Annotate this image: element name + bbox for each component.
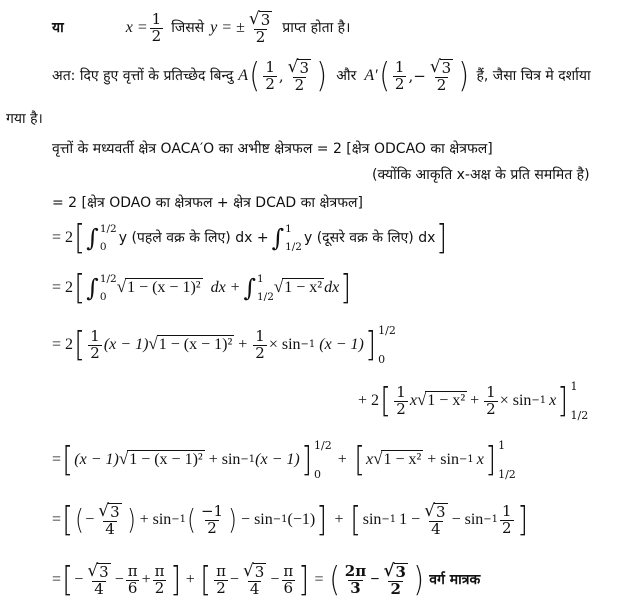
line-8: = 2 [ ∫ 1/2 0 √ 1 − (x − 1)² dx + ∫ 1 1/2 √ 1 − x² dx ] bbox=[52, 268, 352, 308]
x-equals: x = bbox=[125, 19, 148, 36]
line-5: (क्योंकि आकृति x-अक्ष के प्रति सममित है) bbox=[372, 167, 590, 183]
line-10: + 2 [ $\frac{1}{2}$ x √ 1 − x² + $\frac{1}{2}$ × sin −1 x ] 1 1/2 bbox=[358, 380, 589, 422]
final-fraction-2pi-3: $\frac{2\pi}{3}$ bbox=[344, 561, 367, 597]
point-A-prime: A′ bbox=[364, 67, 378, 84]
point-A: A bbox=[238, 67, 249, 84]
line-4: वृत्तों के मध्यवर्ती क्षेत्र OACA′O का अभीष्ट क्षेत्रफल = 2 [क्षेत्र ODCAO का क्षेत्रफल] bbox=[52, 141, 493, 157]
word-jisse: जिससे bbox=[171, 20, 205, 36]
integral-2: ∫ 1 1/2 bbox=[271, 223, 302, 253]
integral-1: ∫ 1/2 0 bbox=[86, 223, 117, 253]
text-prapt: प्राप्त होता है। bbox=[282, 20, 351, 36]
line-2: अत: दिए हुए वृत्तों के प्रतिच्छेद बिन्दु A ( $\frac{1}{2}$ , √ 3 2 ) और A′ ( $\frac{1}{2}$ , − √ 3 2 ) हैं, जैसा चित्र मे दर्शाया bbox=[52, 56, 591, 96]
unit-label: वर्ग मात्रक bbox=[429, 572, 481, 588]
line-13: = [ − √ 3 4 − $\frac{\pi}{6}$ + $\frac{\pi}{2}$ ] + [ $\frac{\pi}{2}$ − √ 3 4 − $\frac{\pi}{6}$ ] = ( $\frac{2\pi}{3}$ − √ 3 2 ) वर्ग मात्रक bbox=[52, 560, 481, 600]
word-ya: या bbox=[52, 20, 64, 36]
line-3: गया है। bbox=[6, 111, 43, 127]
word-aur: और bbox=[336, 68, 357, 84]
final-fraction-root3-2: √ 3 2 bbox=[383, 560, 406, 598]
text-tail: हैं, जैसा चित्र मे दर्शाया bbox=[476, 68, 591, 84]
line-11: = [ (x − 1) √ 1 − (x − 1)² + sin −1 (x − 1) ] 1/2 0 + [ x √ 1 − x² + sin −1 x ] 1 1/2 bbox=[52, 439, 516, 481]
fraction-half: $\frac{1}{2}$ bbox=[151, 9, 162, 45]
intersection-text: अत: दिए हुए वृत्तों के प्रतिच्छेद बिन्दु bbox=[52, 68, 234, 84]
line-6: = 2 [क्षेत्र ODAO का क्षेत्रफल + क्षेत्र DCAD का क्षेत्रफल] bbox=[52, 195, 364, 211]
y-equals: y = ± bbox=[210, 19, 245, 36]
line-7: = 2 [ ∫ 1/2 0 y (पहले वक्र के लिए) dx + ∫ 1 1/2 y (दूसरे वक्र के लिए) dx ] bbox=[52, 218, 448, 258]
line-12: = [ ( − √ 3 4 ) + sin −1 ( $\frac{-1}{2}$ ) − sin −1 (−1) ] + [ sin −1 1 − √ 3 4 − sin −1 $\frac{1}{2}$ ] bbox=[52, 500, 528, 540]
line-9: = 2 [ $\frac{1}{2}$ (x − 1) √ 1 − (x − 1)² + $\frac{1}{2}$ × sin −1 (x − 1) ] 1/2 0 bbox=[52, 324, 396, 366]
fraction-root3-over-2: √ 3 2 bbox=[248, 8, 271, 46]
line-1 bbox=[52, 8, 350, 48]
